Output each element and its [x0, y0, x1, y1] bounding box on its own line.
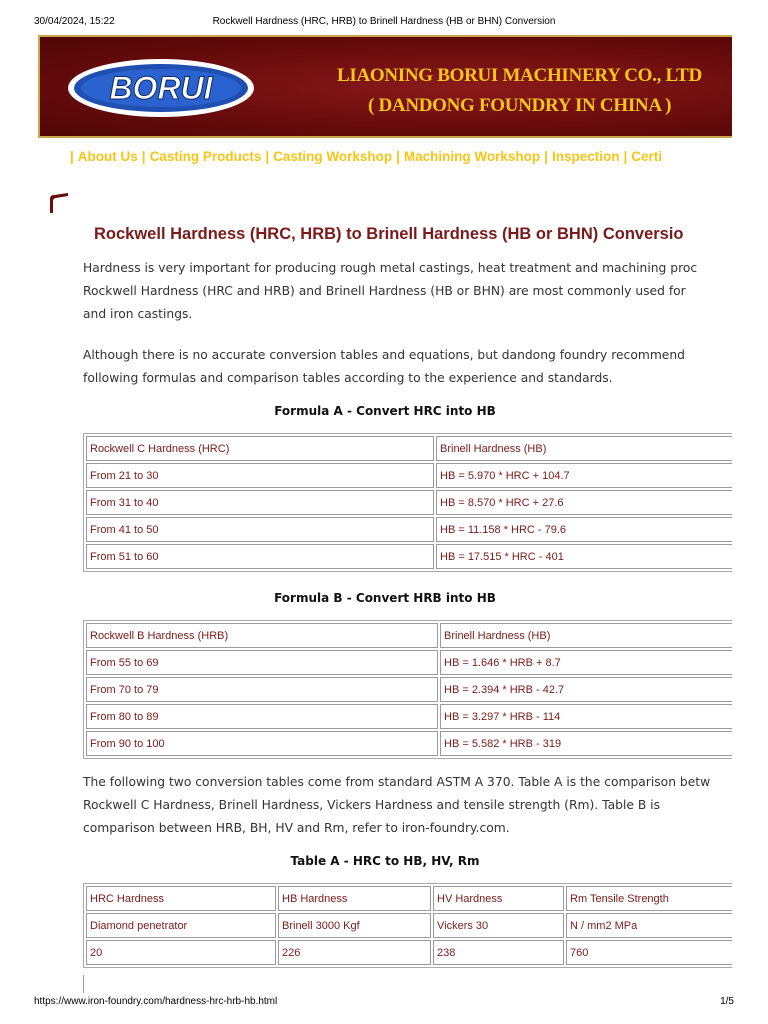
table-row: From 80 to 89 HB = 3.297 * HRB - 114 — [86, 704, 732, 729]
formula-b-table — [83, 620, 732, 759]
site-banner — [38, 35, 732, 138]
table-a-caption: Table A - HRC to HB, HV, Rm — [290, 854, 480, 868]
table-header-row: HRC Hardness HB Hardness HV Hardness Rm Tensile Strength — [86, 886, 732, 911]
table-row: From 90 to 100 HB = 5.582 * HRB - 319 — [86, 731, 732, 756]
table-header-row: Rockwell C Hardness (HRC) Brinell Hardness (HB) — [86, 436, 732, 461]
print-url: https://www.iron-foundry.com/hardness-hrc-hrb-hb.html — [34, 996, 278, 1007]
nav-casting-products[interactable]: Casting Products — [149, 149, 262, 164]
print-footer — [34, 996, 734, 1010]
company-name: LIAONING BORUI MACHINERY CO., LTD — [337, 65, 702, 86]
nav-inspection[interactable]: Inspection — [551, 149, 620, 164]
table-row: From 41 to 50 HB = 11.158 * HRC - 79.6 — [86, 517, 732, 542]
table-row: From 21 to 30 HB = 5.970 * HRC + 104.7 — [86, 463, 732, 488]
borui-logo[interactable] — [66, 57, 256, 119]
table-row: From 31 to 40 HB = 8.570 * HRC + 27.6 — [86, 490, 732, 515]
formula-a-caption: Formula A - Convert HRC into HB — [274, 404, 496, 418]
nav-about-us[interactable]: About Us — [77, 149, 138, 164]
formula-a-table — [83, 433, 732, 572]
print-title: Rockwell Hardness (HRC, HRB) to Brinell Hardness (HB or BHN) Conversion — [212, 16, 556, 27]
nav-machining-workshop[interactable]: Machining Workshop — [403, 149, 541, 164]
article-title: Rockwell Hardness (HRC, HRB) to Brinell Hardness (HB or BHN) Conversio — [94, 225, 684, 243]
astm-paragraph: The following two conversion tables come from standard ASTM A 370. Table A is the comparison betw Rockwell C Hardness, Brinell Hardness, Vickers Hardness and tensile strength (Rm). Table B is comparison between HRB, BH, HV and Rm, refer to iron-foundry.com. — [83, 775, 711, 835]
recommendation-paragraph: Although there is no accurate conversion tables and equations, but dandong foundry recommend following formulas and comparison tables according to the experience and standards. — [83, 348, 685, 385]
formula-b-caption: Formula B - Convert HRB into HB — [274, 591, 496, 605]
intro-paragraph: Hardness is very important for producing rough metal castings, heat treatment and machining proc Rockwell Hardness (HRC and HRB) and Brinell Hardness (HB or BHN) are most commonly used for and iron castings. — [83, 261, 698, 321]
table-a — [83, 883, 732, 968]
table-row: From 51 to 60 HB = 17.515 * HRC - 401 — [86, 544, 732, 569]
table-row: Diamond penetrator Brinell 3000 Kgf Vickers 30 N / mm2 MPa — [86, 913, 732, 938]
nav-certificates[interactable]: Certi — [631, 149, 663, 164]
logo-text: BORUI — [109, 70, 213, 106]
top-nav: | About Us | Casting Products | Casting Workshop | Machining Workshop | Inspection | Certi — [70, 149, 663, 164]
table-row: From 55 to 69 HB = 1.646 * HRB + 8.7 — [86, 650, 732, 675]
table-row: From 70 to 79 HB = 2.394 * HRB - 42.7 — [86, 677, 732, 702]
web-page — [38, 35, 732, 993]
company-subtitle: ( DANDONG FOUNDRY IN CHINA ) — [368, 95, 672, 116]
nav-casting-workshop[interactable]: Casting Workshop — [273, 149, 393, 164]
print-header — [34, 16, 734, 30]
print-timestamp: 30/04/2024, 15:22 — [34, 16, 115, 27]
table-row: 20 226 238 760 — [86, 940, 732, 965]
print-page-number: 1/5 — [720, 996, 734, 1007]
corner-decoration-icon — [48, 193, 68, 213]
table-continuation-line — [83, 975, 84, 993]
table-header-row: Rockwell B Hardness (HRB) Brinell Hardness (HB) — [86, 623, 732, 648]
